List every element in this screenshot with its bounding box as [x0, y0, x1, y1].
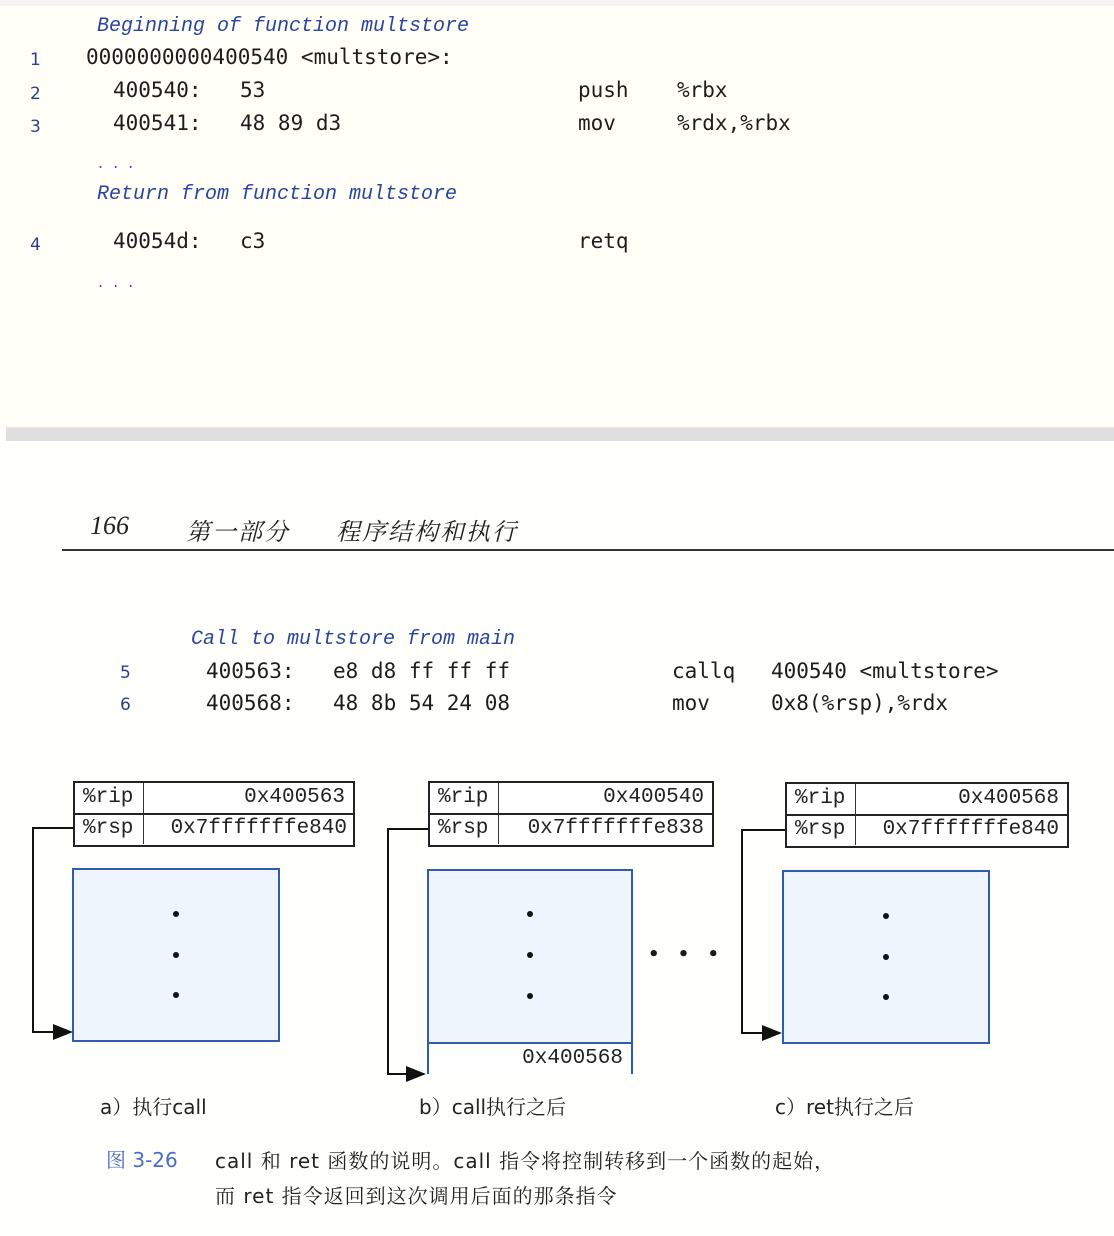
function-label: 0000000000400540 <multstore>: — [86, 45, 453, 69]
figure-label: 图 3-26 — [106, 1148, 178, 1172]
figure-caption-line2: 而 ret 指令返回到这次调用后面的那条指令 — [215, 1184, 618, 1208]
rip-label: %rip — [430, 783, 499, 813]
code-address: 400568: — [206, 691, 295, 715]
comment-call-multstore: Call to multstore from main — [191, 628, 516, 651]
code-operands: %rbx — [677, 78, 728, 102]
code-bytes: 48 89 d3 — [240, 111, 342, 135]
comment-begin-multstore: Beginning of function multstore — [97, 15, 470, 38]
code-address: 40054d: — [113, 229, 202, 253]
between-ellipsis: • • • — [648, 944, 726, 965]
code-mnemonic: push — [578, 78, 629, 102]
page-number: 166 — [90, 511, 129, 540]
rsp-label: %rsp — [787, 815, 856, 845]
ellipsis: ... — [98, 272, 144, 291]
code-operands: 400540 <multstore> — [771, 659, 999, 683]
return-address-cell: 0x400568 — [429, 1042, 631, 1074]
code-address: 400541: — [113, 111, 202, 135]
rip-value: 0x400563 — [244, 786, 345, 809]
rip-label: %rip — [75, 783, 144, 813]
code-mnemonic: mov — [672, 691, 710, 715]
subcaption-b: b）call执行之后 — [419, 1095, 567, 1119]
code-bytes: e8 d8 ff ff ff — [333, 659, 511, 683]
rip-value: 0x400540 — [603, 786, 704, 809]
subcaption-c: c）ret执行之后 — [775, 1095, 914, 1119]
subcaption-a: a）执行call — [100, 1095, 207, 1119]
arrow-a — [33, 828, 73, 1032]
figure-caption-line1: call 和 ret 函数的说明。call 指令将控制转移到一个函数的起始， — [215, 1149, 836, 1173]
code-bytes: 53 — [240, 78, 266, 102]
rip-label: %rip — [787, 784, 856, 814]
line-number: 6 — [120, 695, 131, 715]
code-operands: 0x8(%rsp),%rdx — [771, 691, 949, 715]
code-bytes: c3 — [240, 229, 266, 253]
ellipsis: ... — [98, 153, 144, 172]
code-address: 400563: — [206, 659, 295, 683]
line-number: 5 — [120, 663, 131, 683]
code-operands: %rdx,%rbx — [677, 111, 791, 135]
rsp-label: %rsp — [75, 814, 144, 844]
rsp-label: %rsp — [430, 814, 499, 844]
rsp-value: 0x7fffffffe840 — [170, 817, 347, 840]
line-number: 2 — [30, 84, 41, 104]
arrow-c — [742, 830, 785, 1033]
code-mnemonic: callq — [672, 659, 736, 683]
comment-return-multstore: Return from function multstore — [97, 183, 458, 206]
rsp-value: 0x7fffffffe838 — [527, 817, 704, 840]
code-mnemonic: mov — [578, 111, 616, 135]
code-mnemonic: retq — [578, 229, 629, 253]
line-number: 1 — [30, 50, 41, 70]
rip-value: 0x400568 — [958, 787, 1059, 810]
rsp-value: 0x7fffffffe840 — [882, 818, 1059, 841]
line-number: 3 — [30, 117, 41, 137]
code-bytes: 48 8b 54 24 08 — [333, 691, 511, 715]
running-header-part: 第一部分 — [186, 518, 290, 546]
running-header-title: 程序结构和执行 — [336, 518, 518, 546]
arrow-b — [388, 829, 428, 1074]
code-address: 400540: — [113, 78, 202, 102]
line-number: 4 — [30, 235, 41, 255]
